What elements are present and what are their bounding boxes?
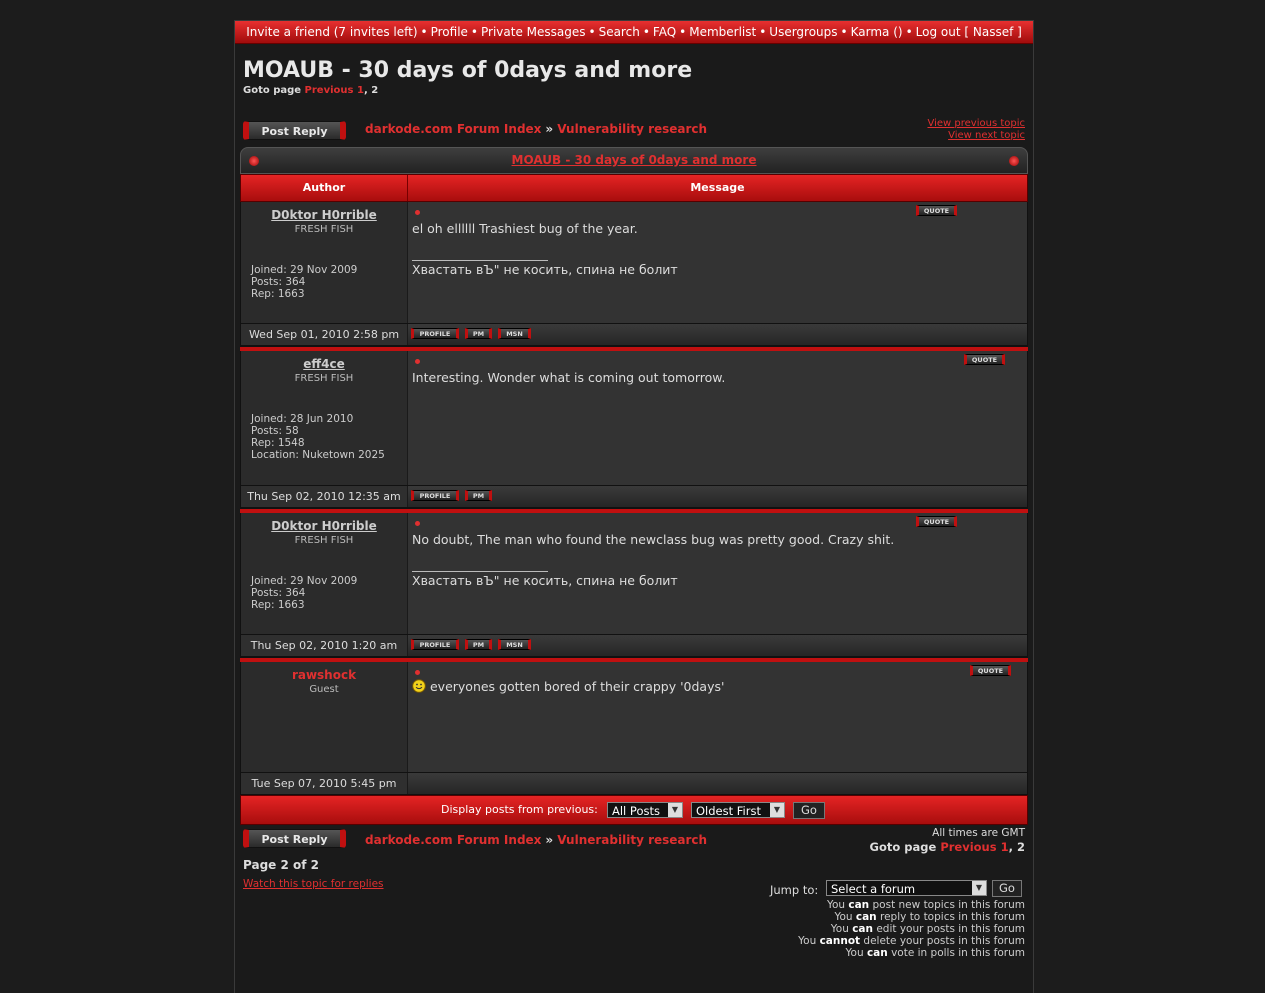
permission-line: You can post new topics in this forum [826, 899, 1025, 911]
signature-divider [412, 571, 548, 572]
nav-invite[interactable]: Invite a friend (7 invites left) [246, 25, 418, 39]
post-author-cell [241, 662, 408, 772]
post-author-rank: Guest [309, 684, 339, 695]
period-select-value: All Posts [612, 804, 660, 818]
profile-button[interactable]: PROFILE [411, 490, 459, 501]
author-rep: Rep: 1548 [251, 437, 305, 449]
quote-button[interactable]: QUOTE [970, 665, 1011, 676]
top-nav: Invite a friend (7 invites left) • Profile • Private Messages • Search • FAQ • Memberlist • Usergroups • Karma () • Log out [ Nassef ] [235, 21, 1033, 44]
post-date: Thu Sep 02, 2010 12:35 am [241, 486, 408, 507]
nav-profile[interactable]: Profile [430, 25, 468, 39]
period-select[interactable] [607, 802, 683, 818]
post-message-cell [408, 202, 1027, 323]
post-row [240, 351, 1028, 486]
profile-button[interactable]: PROFILE [411, 639, 459, 650]
column-message: Message [690, 181, 745, 194]
view-next-topic-link[interactable]: View next topic [948, 130, 1025, 141]
post-marker-icon [415, 521, 420, 526]
author-joined: Joined: 28 Jun 2010 [251, 413, 354, 425]
quote-button[interactable]: QUOTE [964, 354, 1005, 365]
author-posts: Posts: 364 [251, 587, 306, 599]
post-row [240, 202, 1028, 324]
nav-memberlist[interactable]: Memberlist [689, 25, 757, 39]
permission-line: You can edit your posts in this forum [830, 923, 1025, 935]
post-action-bar [408, 635, 1027, 656]
breadcrumb-index-link[interactable]: darkode.com Forum Index [365, 833, 542, 847]
pm-button[interactable]: PM [465, 639, 492, 650]
post-author-rank: FRESH FISH [294, 535, 354, 546]
nav-karma[interactable]: Karma () [850, 25, 903, 39]
breadcrumb-separator: » [545, 833, 554, 847]
permission-line: You can vote in polls in this forum [845, 947, 1025, 959]
goto-label: Goto page [869, 840, 937, 854]
permissions-list [798, 899, 1025, 959]
breadcrumb-index-link[interactable]: darkode.com Forum Index [365, 122, 542, 136]
author-joined: Joined: 29 Nov 2009 [251, 575, 358, 587]
post-author-name[interactable]: D0ktor H0rrible [271, 208, 377, 222]
breadcrumb-separator: » [545, 122, 554, 136]
msn-button[interactable]: MSN [498, 639, 531, 650]
goto-label: Goto page [243, 85, 302, 96]
post-message-text: everyones gotten bored of their crappy '0days' [429, 679, 725, 694]
display-go-button[interactable]: Go [793, 802, 825, 819]
goto-previous-link[interactable]: Previous [304, 85, 354, 96]
post-author-cell [241, 351, 408, 485]
post-date: Tue Sep 07, 2010 5:45 pm [241, 773, 408, 794]
post-author-rank: FRESH FISH [294, 224, 354, 235]
view-previous-topic-link[interactable]: View previous topic [927, 118, 1025, 129]
post-footer [240, 773, 1028, 795]
author-posts: Posts: 364 [251, 276, 306, 288]
jump-to-select-value: Select a forum [831, 882, 916, 896]
jump-to-select[interactable] [826, 880, 987, 896]
chevron-down-icon: ▼ [668, 803, 682, 817]
display-options-bar [240, 795, 1028, 825]
breadcrumb-forum-link[interactable]: Vulnerability research [557, 122, 708, 136]
post-row [240, 513, 1028, 635]
timezone-note: All times are GMT [932, 827, 1025, 839]
post-action-bar [408, 486, 1027, 507]
post-author-name: rawshock [291, 668, 357, 682]
forum-container [234, 20, 1034, 993]
nav-logout[interactable]: Log out [ Nassef ] [915, 25, 1022, 39]
nav-usergroups[interactable]: Usergroups [769, 25, 838, 39]
post-author-details [251, 413, 385, 461]
post-author-name[interactable]: eff4ce [303, 357, 345, 371]
pm-button[interactable]: PM [465, 328, 492, 339]
post-date: Wed Sep 01, 2010 2:58 pm [241, 324, 408, 345]
permission-line: You can reply to topics in this forum [834, 911, 1025, 923]
post-action-bar [408, 773, 1027, 794]
post-action-bar [408, 324, 1027, 345]
nav-private-messages[interactable]: Private Messages [481, 25, 586, 39]
goto-page-1-link[interactable]: 1 [356, 85, 364, 96]
jump-to-label: Jump to: [770, 883, 819, 897]
goto-page-bottom [870, 840, 1025, 854]
post-reply-button-top[interactable]: Post Reply [243, 121, 346, 140]
msn-button[interactable]: MSN [498, 328, 531, 339]
topic-navigation [927, 118, 1025, 142]
header-left-dot-icon [249, 156, 259, 166]
watch-topic-link[interactable]: Watch this topic for replies [243, 878, 384, 890]
goto-page-1-link[interactable]: 1 [1000, 840, 1009, 854]
post-footer [240, 486, 1028, 508]
author-posts: Posts: 58 [251, 425, 299, 437]
profile-button[interactable]: PROFILE [411, 328, 459, 339]
post-message-body [412, 679, 724, 694]
jump-go-button[interactable]: Go [992, 880, 1022, 897]
posts-table [240, 147, 1028, 825]
pm-button[interactable]: PM [465, 490, 492, 501]
signature-divider [412, 260, 548, 261]
goto-previous-link[interactable]: Previous [940, 840, 997, 854]
quote-button[interactable]: QUOTE [916, 516, 957, 527]
permission-line: You cannot delete your posts in this forum [798, 935, 1025, 947]
post-author-details [251, 264, 357, 300]
chevron-down-icon: ▼ [770, 803, 784, 817]
post-message-cell [408, 351, 1027, 485]
post-author-details [251, 575, 357, 611]
posts-table-header [240, 147, 1028, 174]
author-rep: Rep: 1663 [251, 599, 305, 611]
smiley-icon [412, 679, 426, 693]
column-author: Author [241, 175, 408, 201]
post-footer [240, 635, 1028, 657]
display-label: Display posts from previous: [441, 803, 598, 816]
post-message-cell [408, 662, 1027, 772]
post-marker-icon [415, 670, 420, 675]
post-footer [240, 324, 1028, 346]
post-message-text: No doubt, The man who found the newclass bug was pretty good. Crazy shit. [412, 532, 895, 547]
author-location: Location: Nuketown 2025 [251, 449, 385, 461]
goto-page-top [243, 85, 378, 96]
post-author-name[interactable]: D0ktor H0rrible [271, 519, 377, 533]
post-signature: Хвaстать вЪ" не косить, спина не болит [412, 573, 678, 588]
quote-button[interactable]: QUOTE [916, 205, 957, 216]
post-message-cell [408, 513, 1027, 634]
nav-faq[interactable]: FAQ [652, 25, 677, 39]
order-select[interactable] [691, 802, 785, 818]
post-signature: Хвaстать вЪ" не косить, спина не болит [412, 262, 678, 277]
post-message-text: Interesting. Wonder what is coming out tomorrow. [412, 370, 726, 385]
goto-page-2: , 2 [1008, 840, 1025, 854]
author-joined: Joined: 29 Nov 2009 [251, 264, 358, 276]
table-topic-link[interactable]: MOAUB - 30 days of 0days and more [511, 153, 757, 167]
post-marker-icon [415, 210, 420, 215]
post-author-rank: FRESH FISH [294, 373, 354, 384]
nav-search[interactable]: Search [598, 25, 640, 39]
author-rep: Rep: 1663 [251, 288, 305, 300]
breadcrumb-top [365, 122, 707, 136]
post-reply-button-bottom[interactable]: Post Reply [243, 829, 346, 848]
post-message-text: el oh ellllll Trashiest bug of the year. [412, 221, 638, 236]
page-indicator: Page 2 of 2 [243, 858, 319, 872]
chevron-down-icon: ▼ [972, 881, 986, 895]
goto-page-2: , 2 [363, 85, 379, 96]
breadcrumb-forum-link[interactable]: Vulnerability research [557, 833, 708, 847]
post-author-cell [241, 202, 408, 323]
column-headers [240, 174, 1028, 202]
header-right-dot-icon [1009, 156, 1019, 166]
breadcrumb-bottom [365, 833, 707, 847]
topic-title[interactable]: MOAUB - 30 days of 0days and more [243, 58, 693, 83]
post-date: Thu Sep 02, 2010 1:20 am [241, 635, 408, 656]
post-author-cell [241, 513, 408, 634]
order-select-value: Oldest First [696, 804, 761, 818]
post-marker-icon [415, 359, 420, 364]
post-row [240, 662, 1028, 773]
